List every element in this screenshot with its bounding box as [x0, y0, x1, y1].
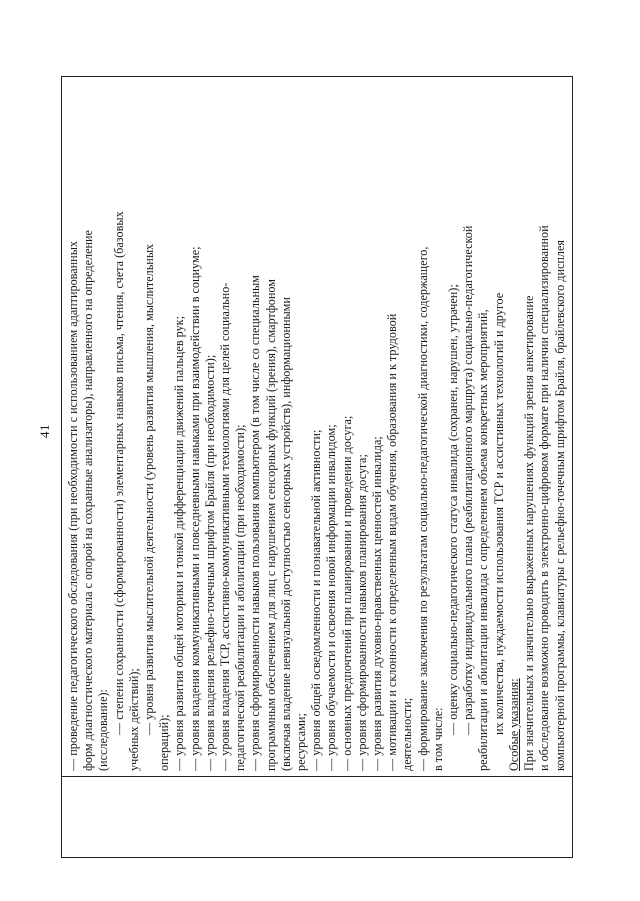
text-line: (включая владение невизуальной доступностью сенсорных устройств), информационными: [278, 297, 293, 771]
text-line: операций);: [157, 714, 172, 771]
text-line: компьютерной программы, клавиатуры с рельефно-точечным шрифтом Брайля, брайлевского дисплея: [552, 240, 567, 771]
text-line: — формирование заключения по результатам социально-педагогической диагностики, содержащего,: [415, 246, 430, 771]
right-column: [62, 77, 572, 777]
text-line: программным обеспечением для лиц с нарушением сенсорных функций (зрения), смартфоном: [263, 279, 278, 771]
text-line: — разработку индивидуального плана (реабилитационного маршрута) социально-педагогической: [461, 225, 476, 735]
text-line: педагогической реабилитации и абилитации (при необходимости);: [233, 424, 248, 771]
text-line: ресурсами;: [294, 713, 309, 771]
text-line: — уровня владения коммуникативными и повседневными навыками при взаимодействии в социуме;: [187, 246, 202, 771]
text-line: — уровня общей осведомленности и познавательной активности;: [309, 429, 324, 771]
content-table: [61, 76, 573, 858]
left-column: [62, 776, 572, 857]
text-line: — мотивации и склонности к определенным видам обучения, образования и к трудовой: [385, 313, 400, 771]
text-line: — уровня развития общей моторики и тонкой дифференциации движений пальцев рук;: [172, 316, 187, 771]
text-line: их количества, нуждаемости использования ТСР и ассистивных технологий и другое: [491, 292, 506, 735]
text-line: (исследование):: [96, 689, 111, 771]
text-line: — уровня сформированности навыков пользования компьютером (в том числе со специальным: [248, 275, 263, 771]
text-line: — проведение педагогического обследования (при необходимости с использованием адаптированных: [66, 241, 80, 771]
text-line: — уровня развития мыслительной деятельности (уровень развития мышления, мыслительных: [142, 243, 157, 735]
text-line: — уровня сформированности навыков планирования досуга;: [354, 454, 369, 771]
text-line: — уровня владения ТСР, ассистивно-коммуникативными технологиями для целей социально-: [218, 282, 233, 771]
text-line: — уровня развития духовно-нравственных ценностей инвалида;: [370, 436, 385, 771]
text-line: деятельности;: [400, 697, 415, 771]
special-notes-heading: Особые указания:: [506, 678, 521, 771]
text-line: — уровня владения рельефно-точечным шрифтом Брайля (при необходимости);: [202, 354, 217, 771]
text-line: — основных предпочтений при планировании и проведении досуга;: [339, 415, 354, 771]
text-line: При значительных и значительно выраженных нарушениях функций зрения анкетирование: [522, 295, 537, 771]
text-line: учебных действий);: [126, 668, 141, 771]
text-line: в том числе:: [430, 707, 445, 771]
page-number: 41: [37, 424, 52, 438]
text-line: форм диагностического материала с опорой на сохранные анализаторы), направленного на определение: [81, 230, 96, 771]
text-line: — уровня обучаемости и освоения новой информации инвалидом;: [324, 424, 339, 771]
text-line: и обследование возможно проводить в электронно-цифровом формате при наличии специализированной: [537, 225, 552, 771]
text-line: — степени сохранности (сформированности) элементарных навыков письма, чтения, счета (базовых: [111, 211, 126, 735]
text-line: — оценку социально-педагогического статуса инвалида (сохранен, нарушен, утрачен);: [446, 284, 461, 735]
text-line: реабилитации и абилитации инвалида с определением объема конкретных мероприятий,: [476, 309, 491, 771]
